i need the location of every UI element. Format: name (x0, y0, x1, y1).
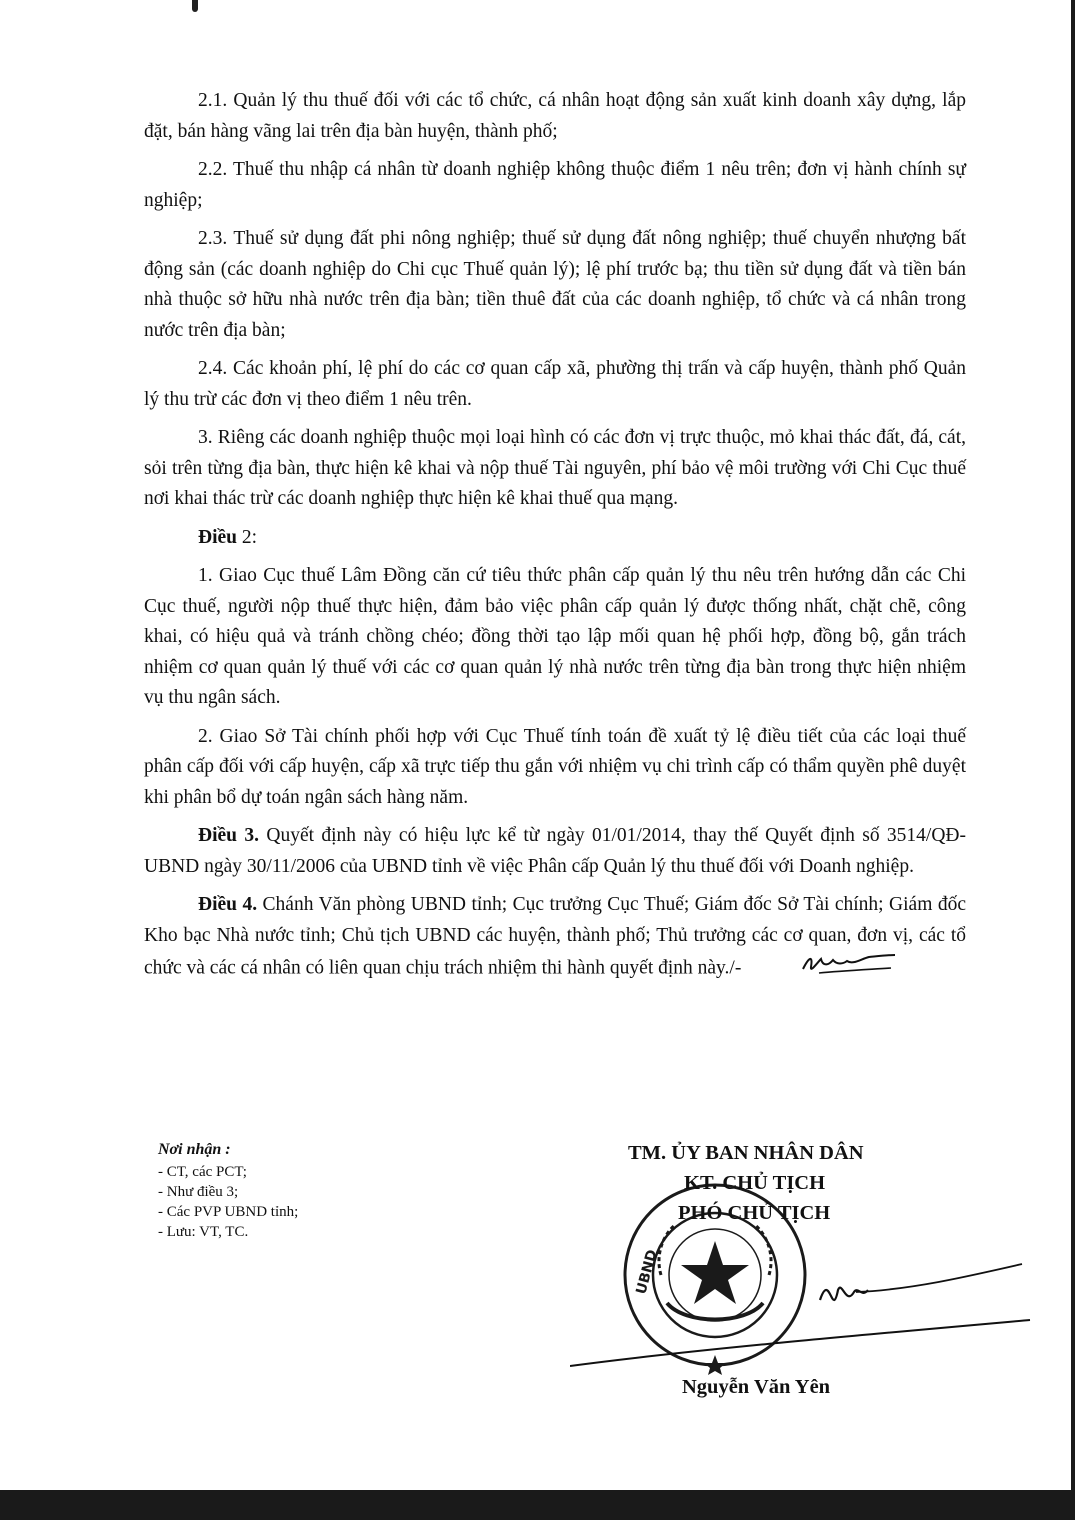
scan-edge (1071, 0, 1075, 1520)
recipient-item: - Các PVP UBND tỉnh; (158, 1204, 299, 1220)
signature-authority: KT. CHỦ TỊCH (684, 1172, 826, 1194)
handwritten-signature-icon (570, 1250, 1050, 1385)
article-2-label: Điều (198, 526, 237, 548)
scan-mark (192, 0, 198, 12)
clause-3: 3. Riêng các doanh nghiệp thuộc mọi loại hình có các đơn vị trực thuộc, mỏ khai thác đất, đá, cát, sỏi trên từng địa bàn, thực hiện kê khai và nộp thuế Tài nguyên, phí bảo vệ môi trường với Chi Cục thuế nơi khai thác trừ các doanh nghiệp thực hiện kê khai thuế qua mạng. (144, 427, 966, 509)
handwritten-initials (745, 951, 899, 988)
article-2-item-1: 1. Giao Cục thuế Lâm Đồng căn cứ tiêu thức phân cấp quản lý thu nêu trên hướng dẫn các Chi Cục thuế, người nộp thuế thực hiện, đảm bảo việc phân cấp quản lý được thống nhất, chặt chẽ, công khai, có hiệu quả và tránh chồng chéo; đồng thời tạo lập mối quan hệ phối hợp, đồng bộ, gắn trách nhiệm cơ quan quản lý thuế với các cơ quan quản lý nhà nước trên từng địa bàn trong thực hiện nhiệm vụ thu ngân sách. (144, 565, 966, 708)
signature-org: TM. ỦY BAN NHÂN DÂN (628, 1142, 864, 1164)
recipient-item: - CT, các PCT; (158, 1164, 247, 1180)
document-body (144, 86, 966, 996)
clause-2-2: 2.2. Thuế thu nhập cá nhân từ doanh nghiệp không thuộc điểm 1 nêu trên; đơn vị hành chính sự nghiệp; (144, 159, 966, 211)
clause-2-4: 2.4. Các khoản phí, lệ phí do các cơ quan cấp xã, phường thị trấn và cấp huyện, thành phố Quản lý thu trừ các đơn vị theo điểm 1 nêu trên. (144, 358, 966, 410)
clause-2-3: 2.3. Thuế sử dụng đất phi nông nghiệp; thuế sử dụng đất nông nghiệp; thuế chuyển nhượng bất động sản (các doanh nghiệp do Chi cục Thuế quản lý); lệ phí trước bạ; thu tiền sử dụng đất và tiền bán nhà thuộc sở hữu nhà nước trên địa bàn; tiền thuê đất của các doanh nghiệp, tổ chức và cá nhân trong nước trên địa bàn; (144, 228, 966, 341)
article-3 (144, 821, 966, 882)
article-2-number: 2: (237, 526, 258, 548)
scan-border (0, 1490, 1075, 1520)
article-3-text: Quyết định này có hiệu lực kể từ ngày 01/01/2014, thay thế Quyết định số 3514/QĐ-UBND ngày 30/11/2006 của UBND tỉnh về việc Phân cấp Quản lý thu thuế đối với Doanh nghiệp. (144, 825, 967, 877)
article-4-text: Chánh Văn phòng UBND tỉnh; Cục trưởng Cục Thuế; Giám đốc Sở Tài chính; Giám đốc Kho bạc Nhà nước tỉnh; Chủ tịch UBND các huyện, thành phố; Thủ trưởng các cơ quan, đơn vị, các tổ chức và các cá nhân có liên quan chịu trách nhiệm thi hành quyết định này./- (144, 894, 966, 979)
article-2-item-2: 2. Giao Sở Tài chính phối hợp với Cục Thuế tính toán đề xuất tỷ lệ điều tiết của các loại thuế phân cấp đối với cấp huyện, cấp xã trực tiếp thu gắn với nhiệm vụ chi trình cấp có thẩm quyền phê duyệt khi phân bổ dự toán ngân sách hàng năm. (144, 725, 966, 808)
svg-text:UBND: UBND (633, 1248, 661, 1297)
signer-name: Nguyễn Văn Yên (682, 1376, 831, 1398)
article-4-label: Điều 4. (198, 894, 258, 915)
recipients-title: Nơi nhận : (158, 1141, 231, 1158)
article-3-label: Điều 3. (198, 825, 259, 846)
clause-2-1: 2.1. Quản lý thu thuế đối với các tổ chức, cá nhân hoạt động sản xuất kinh doanh xây dựng, lắp đặt, bán hàng vãng lai trên địa bàn huyện, thành phố; (144, 90, 966, 142)
recipient-item: - Như điều 3; (158, 1184, 239, 1200)
signature-position: PHÓ CHỦ TỊCH (678, 1202, 831, 1224)
recipients-block (158, 1140, 458, 1242)
article-2-heading (144, 523, 966, 554)
recipient-item: - Lưu: VT, TC. (158, 1224, 249, 1240)
article-4 (144, 890, 966, 988)
